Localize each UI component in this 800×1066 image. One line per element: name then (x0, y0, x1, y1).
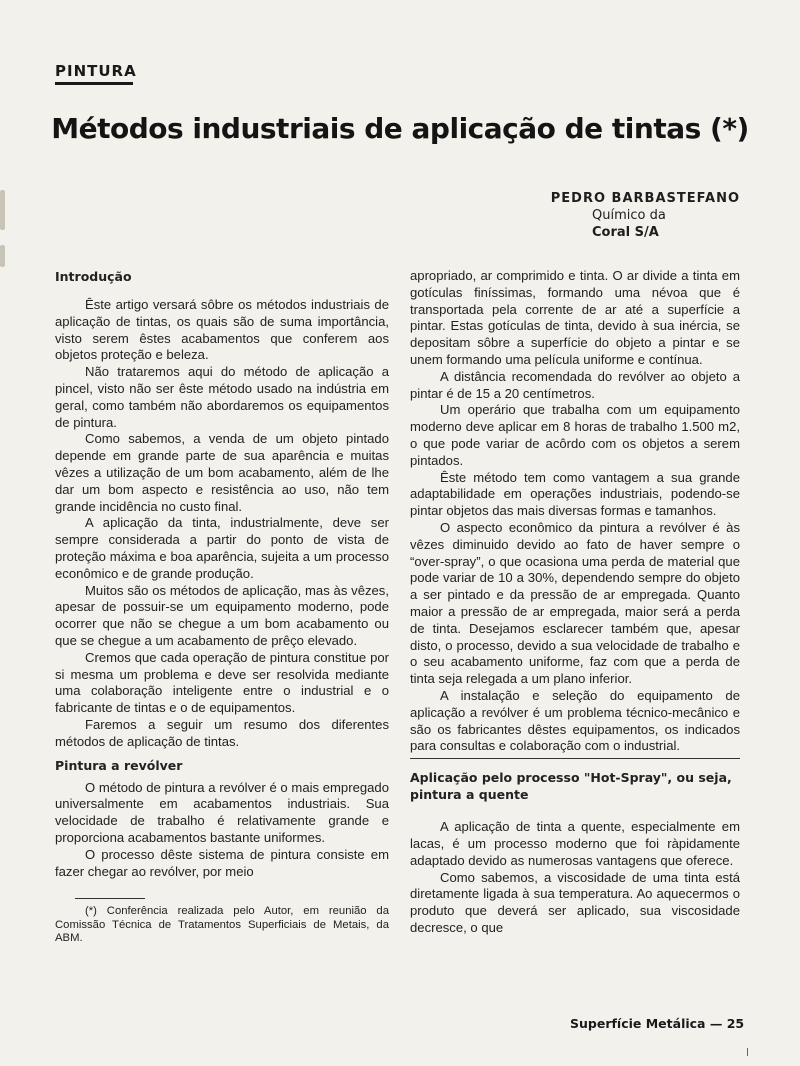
footnote-rule (75, 898, 145, 899)
left-column (55, 268, 389, 946)
paragraph: A aplicação da tinta, industrialmente, deve ser sempre considerada a partir do ponto de vista de proteção máxima e boa aparência, sujeita a um processo econômico e de grande produção. (55, 515, 389, 581)
section-underline (55, 82, 133, 85)
paragraph: A distância recomendada do revólver ao objeto a pintar é de 15 a 20 centímetros. (410, 368, 740, 401)
paragraph: A aplicação de tinta a quente, especialmente em lacas, é um processo moderno que foi ràpidamente adaptado devido as numerosas vantagens que oferece. (410, 819, 740, 868)
section-label: PINTURA (55, 62, 137, 80)
paragraph: Êste artigo versará sôbre os métodos industriais de aplicação de tintas, os quais são de suma importância, visto serem êstes acabamentos que conferem aos objetos proteção e beleza. (55, 297, 389, 363)
page-number: 25 (726, 1016, 745, 1031)
paragraph: O método de pintura a revólver é o mais empregado universalmente em acabamentos industriais. Sua velocidade de trabalho é relativamente grande e proporciona acabamentos bastante uniformes. (55, 779, 389, 845)
paragraph: Como sabemos, a viscosidade de uma tinta está diretamente ligada à sua temperatura. Ao aquecermos o produto que deverá ser aplicado, sua viscosidade decresce, o que (410, 869, 740, 935)
footer-separator: — (709, 1016, 723, 1031)
paragraph: apropriado, ar comprimido e tinta. O ar divide a tinta em gotículas finíssimas, formando uma névoa que é transportada pela corrente de ar até a superfície a pintar. Estas gotículas de tinta, devido à sua inércia, se depositam sôbre a superfície do objeto a pintar e se unem formando uma película uniforme e contínua. (410, 268, 740, 367)
paragraph: A instalação e seleção do equipamento de aplicação a revólver é um problema técnico-mecânico e são os fabricantes dêstes equipamentos, os indicados para consultas e colaboração com o industrial. (410, 687, 740, 754)
article-title: Métodos industriais de aplicação de tintas (*) (51, 112, 749, 145)
right-column (410, 268, 740, 937)
paragraph: Não trataremos aqui do método de aplicação a pincel, visto não ser êste método usado na indústria em geral, como também não abordaremos os equipamentos de pintura. (55, 364, 389, 430)
hot-spray-heading: Aplicação pelo processo "Hot-Spray", ou seja, pintura a quente (410, 770, 732, 803)
paragraph: Faremos a seguir um resumo dos diferentes métodos de aplicação de tintas. (55, 716, 389, 749)
author-company: Coral S/A (592, 225, 659, 240)
paragraph: Um operário que trabalha com um equipamento moderno deve aplicar em 8 horas de trabalho 1.500 m2, o que pode variar de acôrdo com os objetos a serem pintados. (410, 402, 740, 468)
revolver-heading: Pintura a revólver (55, 757, 183, 773)
paragraph: O processo dêste sistema de pintura consiste em fazer chegar ao revólver, por meio (55, 846, 389, 879)
intro-heading: Introdução (55, 269, 132, 284)
binding-mark (0, 245, 5, 267)
author-name: PEDRO BARBASTEFANO (550, 191, 740, 206)
binding-mark (0, 190, 5, 230)
section-divider (410, 758, 740, 759)
author-block (470, 190, 740, 241)
paragraph: O aspecto econômico da pintura a revólver é às vêzes diminuido devido ao fato de haver sempre o “over-spray”, o que ocasiona uma perda de material que pode variar de 10 a 30%, dependendo sempre do objeto a ser pintado e da pressão de ar empregada. Quanto maior a pressão de ar empregada, maior será a perda de tinta. Desejamos esclarecer também que, apesar disto, o processo, devido a sua velocidade de trabalho e o seu acabamento uniforme, faz com que a perda de tinta seja relegada a um plano inferior. (410, 519, 740, 687)
page-footer (570, 1016, 744, 1031)
page-edge-mark (747, 1048, 748, 1056)
journal-name: Superfície Metálica (570, 1016, 706, 1031)
author-role: Químico da (592, 208, 666, 223)
paragraph: Como sabemos, a venda de um objeto pintado depende em grande parte de sua aparência e muitas vêzes a utilização de um bom acabamento, além de lhe dar um bom aspecto e resistência ao uso, não tem grande incidência no custo final. (55, 431, 389, 514)
footnote: (*) Conferência realizada pelo Autor, em reunião da Comissão Técnica de Tratamentos Superficiais de Metais, da ABM. (55, 905, 389, 945)
paragraph: Cremos que cada operação de pintura constitue por si mesma um problema e deve ser resolvida mediante uma colaboração inteligente entre o industrial e o fabricante de tintas e o de equipamentos. (55, 649, 389, 716)
paragraph: Êste método tem como vantagem a sua grande adaptabilidade em operações industriais, podendo-se pintar objetos das mais diversas formas e tamanhos. (410, 469, 740, 519)
paragraph: Muitos são os métodos de aplicação, mas às vêzes, apesar de possuir-se um equipamento moderno, pode ocorrer que não se chegue a um bom acabamento ou que se chegue a um acabamento de prêço elevado. (55, 582, 389, 648)
